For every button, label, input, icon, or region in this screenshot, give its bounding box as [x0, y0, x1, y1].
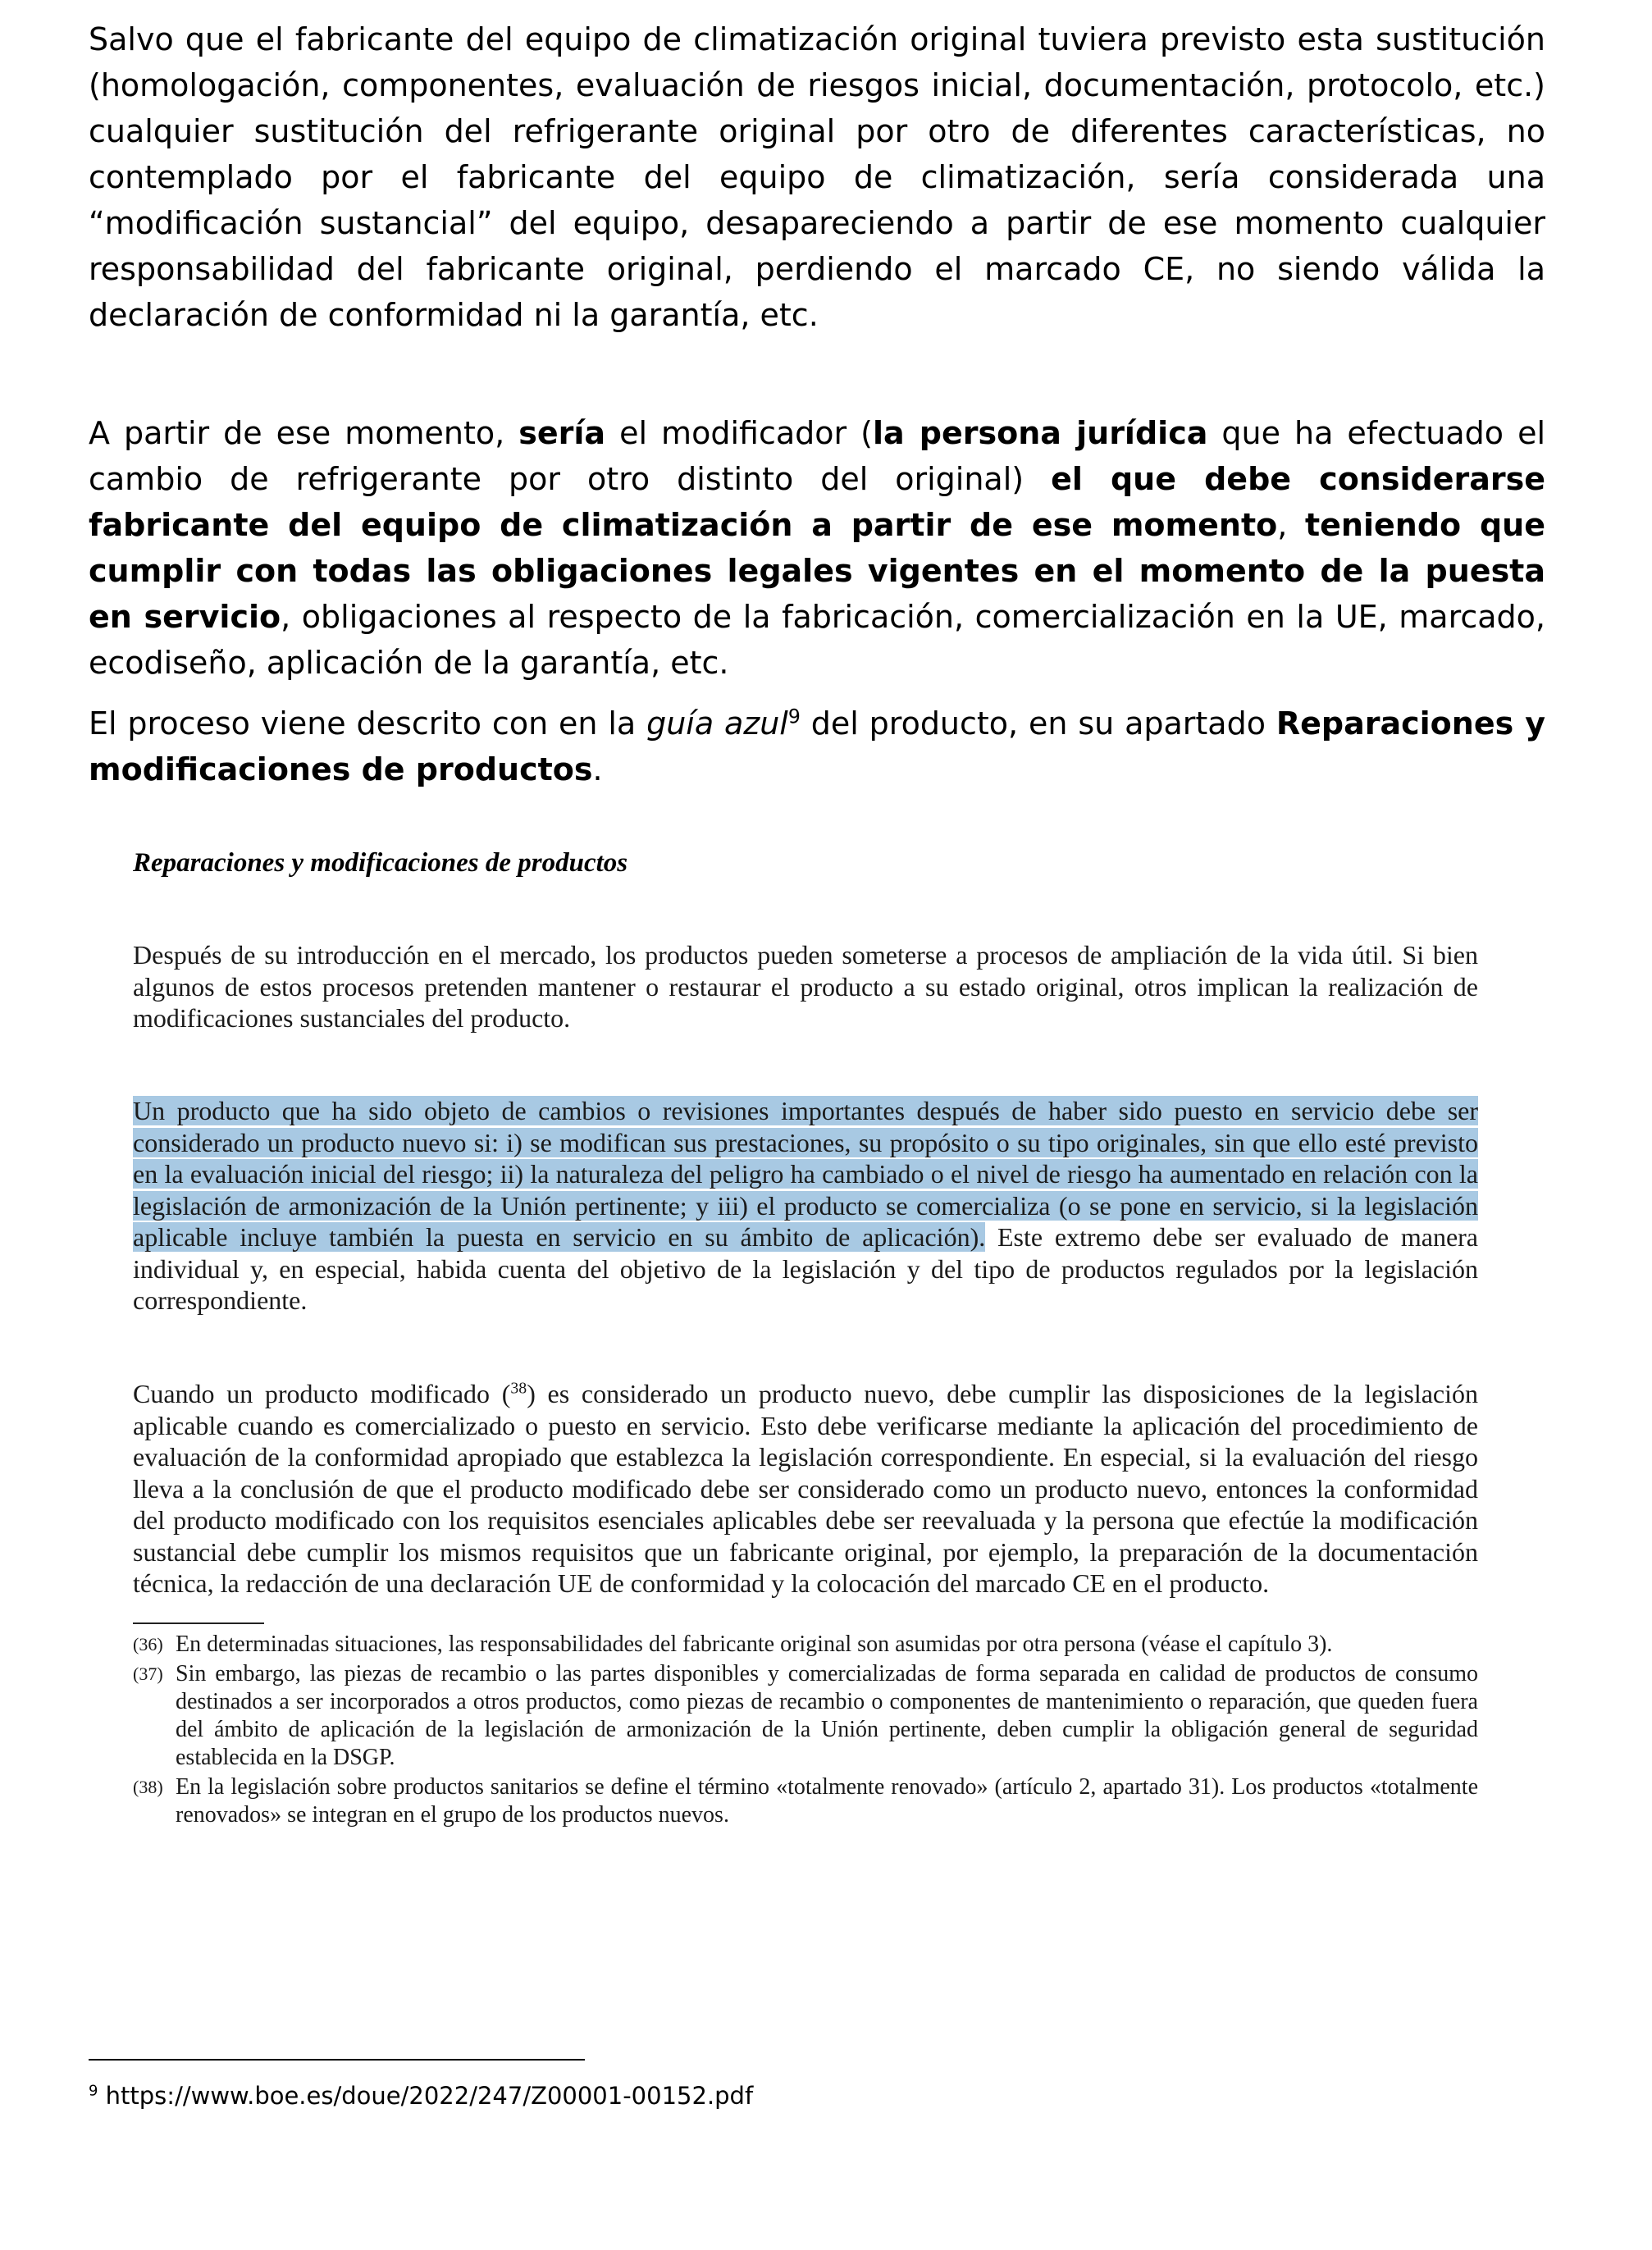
text-run: .: [592, 751, 603, 787]
text-run: , obligaciones al respecto de la fabricación, comercialización en la UE, marcado, ecodiseño, aplicación de la garantía, etc.: [89, 599, 1546, 681]
bold-run: el que debe considerarse fabricante del equipo de climatización a partir de ese momento: [89, 461, 1545, 543]
text-run: El proceso viene descrito con en la: [89, 705, 647, 742]
footnote-text: Sin embargo, las piezas de recambio o las partes disponibles y comercializadas de forma separada en calidad de productos de consumo destinados a ser incorporados a otros productos, como piezas de recambio o componentes de mantenimiento o reparación, que queden fuera del ámbito de aplicación de la legislación de armonización de la Unión pertinente, deben cumplir la obligación general de seguridad establecida en la DSGP.: [176, 1661, 1478, 1770]
text-run: Este extremo debe ser evaluado de manera individual y, en especial, habida cuenta del objetivo de la legislación y del tipo de productos regulados por la legislación correspondiente.: [133, 1222, 1479, 1315]
text-run: que ha efectuado el cambio de refrigerante por otro distinto del original): [89, 415, 1546, 497]
text-run: ,: [1277, 507, 1305, 543]
footnote-text: En determinadas situaciones, las responsabilidades del fabricante original son asumidas por otra persona (véase el capítulo 3).: [176, 1632, 1333, 1657]
paragraph-blue-guide: [89, 701, 1545, 792]
footnote-divider: [89, 2059, 585, 2061]
text-run: ) es considerado un producto nuevo, debe cumplir las disposiciones de la legislación aplicable cuando es comercializado o puesto en servicio. Esto debe verificarse mediante la aplicación del procedimiento de evaluación de la conformidad apropiado que establezca la legislación correspondiente. En especial, si la evaluación del riesgo lleva a la conclusión de que el producto modificado debe ser considerado como un producto nuevo, entonces la conformidad del producto modificado con los requisitos esenciales aplicables debe ser reevaluada y la persona que efectúe la modificación sustancial debe cumplir los mismos requisitos que un fabricante original, por ejemplo, la preparación de la documentación técnica, la redacción de una declaración UE de conformidad y la colocación del marcado CE en el producto.: [133, 1379, 1479, 1598]
footnote-reference[interactable]: 9: [787, 705, 801, 728]
footnote-mark: (38): [133, 1777, 163, 1797]
excerpt-text: [133, 1378, 1478, 1600]
excerpt-footnotes: [133, 1631, 1478, 1831]
excerpt-footnote-item: [133, 1631, 1478, 1659]
excerpt-footnote-divider: [133, 1622, 264, 1624]
footnote-number: 9: [89, 2082, 98, 2100]
bold-run: sería: [518, 415, 606, 451]
text-run: A partir de ese momento,: [89, 415, 519, 451]
excerpt-text: Después de su introducción en el mercado, los productos pueden someterse a procesos de ampliación de la vida útil. Si bien algunos de estos procesos pretenden mantener o restaurar el producto a su estado original, otros implican la realización de modificaciones sustanciales del producto.: [133, 940, 1478, 1033]
highlighted-text: Un producto que ha sido objeto de cambios o revisiones importantes después de haber sido puesto en servicio debe ser considerado un producto nuevo si: i) se modifican sus prestaciones, su propósito o su tipo originales, sin que ello esté previsto en la evaluación inicial del riesgo; ii) la naturaleza del peligro ha cambiado o el nivel de riesgo ha aumentado en relación con la legislación de armonización de la Unión pertinente; y iii) el producto se comercializa (o se pone en servicio, si la legislación aplicable incluye también la puesta en servicio en su ámbito de aplicación).: [133, 1096, 1478, 1252]
excerpt-paragraph-2: [133, 1095, 1478, 1317]
footnote-mark: (37): [133, 1664, 163, 1684]
footnote-text: En la legislación sobre productos sanitarios se define el término «totalmente renovado» (artículo 2, apartado 31). Los productos «totalmente renovados» se integran en el grupo de los productos nuevos.: [176, 1774, 1478, 1828]
excerpt-paragraph-1: [133, 939, 1478, 1034]
bold-run: la persona jurídica: [872, 415, 1208, 451]
footnote-reference: 38: [510, 1379, 527, 1398]
excerpt-paragraph-3: [133, 1378, 1478, 1600]
excerpt-text: [133, 1095, 1478, 1317]
bold-run: Reparaciones y modificaciones de productos: [89, 705, 1545, 787]
paragraph-modifier: [89, 410, 1545, 686]
excerpt-footnote-item: [133, 1773, 1478, 1829]
paragraph-substitution: Salvo que el fabricante del equipo de climatización original tuviera previsto esta sustitución (homologación, componentes, evaluación de riesgos inicial, documentación, protocolo, etc.) cualquier sustitución del refrigerante original por otro de diferentes características, no contemplado por el fabricante del equipo de climatización, sería considerada una “modificación sustancial” del equipo, desapareciendo a partir de ese momento cualquier responsabilidad del fabricante original, perdiendo el marcado CE, no siendo válida la declaración de conformidad ni la garantía, etc.: [89, 21, 1545, 333]
footnote-url-link[interactable]: https://www.boe.es/doue/2022/247/Z00001-00152.pdf: [105, 2082, 754, 2110]
text-run: del producto, en su apartado: [800, 705, 1276, 742]
excerpt-heading: Reparaciones y modificaciones de productos: [133, 848, 628, 878]
text-run: el modificador (: [605, 415, 873, 451]
bold-run: teniendo que cumplir con todas las obligaciones legales vigentes en el momento de la puesta en servicio: [89, 507, 1545, 635]
italic-run: guía azul: [646, 705, 788, 742]
page-footnote: [89, 2079, 1483, 2112]
excerpt-footnote-item: [133, 1660, 1478, 1772]
footnote-mark: (36): [133, 1634, 163, 1654]
text-run: Cuando un producto modificado (: [133, 1379, 511, 1408]
